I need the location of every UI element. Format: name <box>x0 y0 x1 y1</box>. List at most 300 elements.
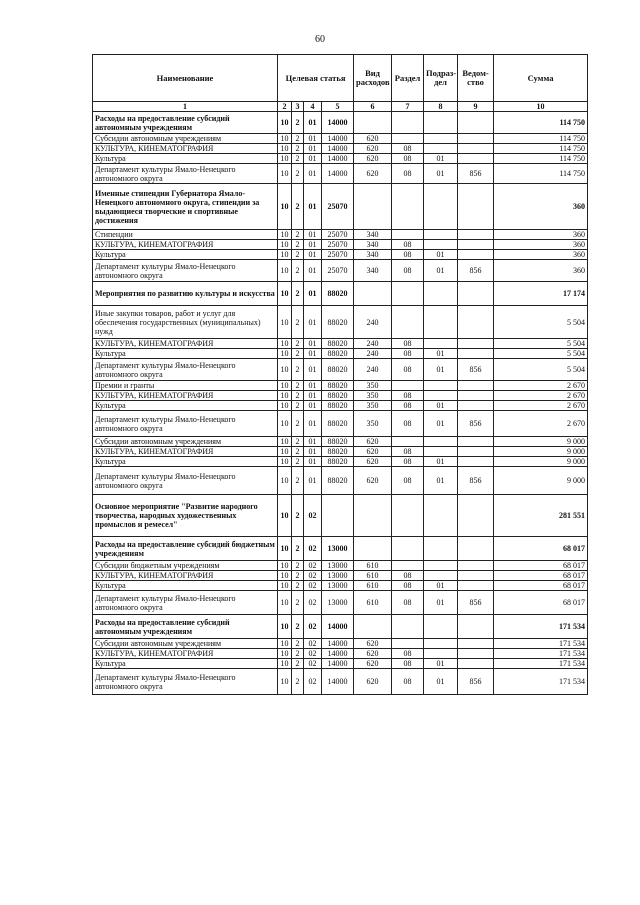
vid-cell: 340 <box>354 260 392 282</box>
row-name: Культура <box>93 457 278 467</box>
target-b: 2 <box>292 230 304 240</box>
target-b: 2 <box>292 639 304 649</box>
page-number: 60 <box>315 34 325 45</box>
podrazdel-cell <box>424 112 458 134</box>
target-b: 2 <box>292 154 304 164</box>
podrazdel-cell <box>424 447 458 457</box>
razdel-cell <box>392 495 424 537</box>
sum-cell: 281 551 <box>494 495 588 537</box>
sum-cell: 114 750 <box>494 144 588 154</box>
row-name: Департамент культуры Ямало-Ненецкого автономного округа <box>93 411 278 437</box>
target-d: 88020 <box>322 467 354 495</box>
target-d: 14000 <box>322 669 354 695</box>
podrazdel-cell: 01 <box>424 411 458 437</box>
target-a: 10 <box>278 391 292 401</box>
sum-cell: 114 750 <box>494 154 588 164</box>
target-d: 88020 <box>322 339 354 349</box>
table-row <box>93 184 588 230</box>
sum-cell: 171 534 <box>494 615 588 639</box>
row-name: Субсидии автономным учреждениям <box>93 437 278 447</box>
vid-cell: 620 <box>354 669 392 695</box>
podrazdel-cell: 01 <box>424 349 458 359</box>
target-a: 10 <box>278 649 292 659</box>
table-row <box>93 639 588 649</box>
vid-cell: 620 <box>354 134 392 144</box>
vedomstvo-cell <box>458 349 494 359</box>
target-a: 10 <box>278 495 292 537</box>
target-d: 14000 <box>322 164 354 184</box>
razdel-cell: 08 <box>392 164 424 184</box>
header-vid: Вид расходов <box>354 55 392 102</box>
target-b: 2 <box>292 184 304 230</box>
target-d: 88020 <box>322 411 354 437</box>
col-num: 5 <box>322 102 354 112</box>
target-b: 2 <box>292 659 304 669</box>
sum-cell: 171 534 <box>494 669 588 695</box>
vid-cell: 340 <box>354 230 392 240</box>
razdel-cell: 08 <box>392 649 424 659</box>
sum-cell: 5 504 <box>494 339 588 349</box>
target-b: 2 <box>292 391 304 401</box>
target-c: 01 <box>304 339 322 349</box>
target-c: 01 <box>304 411 322 437</box>
row-name: Культура <box>93 154 278 164</box>
target-a: 10 <box>278 457 292 467</box>
razdel-cell: 08 <box>392 401 424 411</box>
target-b: 2 <box>292 495 304 537</box>
vedomstvo-cell <box>458 134 494 144</box>
target-d: 14000 <box>322 659 354 669</box>
razdel-cell <box>392 306 424 339</box>
col-num: 4 <box>304 102 322 112</box>
target-c: 01 <box>304 359 322 381</box>
target-a: 10 <box>278 561 292 571</box>
vedomstvo-cell <box>458 154 494 164</box>
razdel-cell: 08 <box>392 591 424 615</box>
target-a: 10 <box>278 134 292 144</box>
target-d: 25070 <box>322 240 354 250</box>
target-a: 10 <box>278 230 292 240</box>
vedomstvo-cell <box>458 615 494 639</box>
table-row <box>93 537 588 561</box>
row-name: Именные стипендии Губернатора Ямало-Ненецкого автономного округа, стипендии за выдающиеся творческие и спортивные достижения <box>93 184 278 230</box>
target-b: 2 <box>292 457 304 467</box>
vid-cell: 350 <box>354 391 392 401</box>
vedomstvo-cell <box>458 639 494 649</box>
row-name: Культура <box>93 250 278 260</box>
razdel-cell: 08 <box>392 144 424 154</box>
sum-cell: 2 670 <box>494 381 588 391</box>
table-row <box>93 401 588 411</box>
row-name: КУЛЬТУРА, КИНЕМАТОГРАФИЯ <box>93 144 278 154</box>
vedomstvo-cell <box>458 112 494 134</box>
sum-cell: 9 000 <box>494 437 588 447</box>
target-b: 2 <box>292 250 304 260</box>
sum-cell: 360 <box>494 230 588 240</box>
vid-cell: 350 <box>354 411 392 437</box>
target-a: 10 <box>278 467 292 495</box>
target-a: 10 <box>278 154 292 164</box>
target-b: 2 <box>292 381 304 391</box>
target-c: 01 <box>304 447 322 457</box>
target-c: 01 <box>304 184 322 230</box>
table-row <box>93 349 588 359</box>
row-name: КУЛЬТУРА, КИНЕМАТОГРАФИЯ <box>93 240 278 250</box>
table-row <box>93 112 588 134</box>
vid-cell <box>354 112 392 134</box>
vedomstvo-cell: 856 <box>458 591 494 615</box>
budget-table <box>92 54 588 695</box>
target-b: 2 <box>292 306 304 339</box>
target-b: 2 <box>292 571 304 581</box>
target-c: 02 <box>304 649 322 659</box>
sum-cell: 2 670 <box>494 391 588 401</box>
table-row <box>93 571 588 581</box>
target-a: 10 <box>278 164 292 184</box>
table-row <box>93 669 588 695</box>
target-b: 2 <box>292 359 304 381</box>
target-d: 88020 <box>322 381 354 391</box>
col-num: 6 <box>354 102 392 112</box>
vedomstvo-cell <box>458 437 494 447</box>
sum-cell: 9 000 <box>494 467 588 495</box>
vid-cell <box>354 282 392 306</box>
target-d: 88020 <box>322 349 354 359</box>
target-c: 01 <box>304 457 322 467</box>
target-c: 01 <box>304 164 322 184</box>
razdel-cell <box>392 537 424 561</box>
header-vedomstvo: Ведом-ство <box>458 55 494 102</box>
sum-cell: 5 504 <box>494 306 588 339</box>
sum-cell: 2 670 <box>494 401 588 411</box>
razdel-cell: 08 <box>392 669 424 695</box>
razdel-cell: 08 <box>392 260 424 282</box>
podrazdel-cell: 01 <box>424 581 458 591</box>
vid-cell: 620 <box>354 437 392 447</box>
vedomstvo-cell: 856 <box>458 411 494 437</box>
target-a: 10 <box>278 339 292 349</box>
target-d: 13000 <box>322 571 354 581</box>
table-row <box>93 306 588 339</box>
header-row <box>93 55 588 102</box>
target-c: 01 <box>304 250 322 260</box>
target-d: 25070 <box>322 260 354 282</box>
target-d: 88020 <box>322 391 354 401</box>
razdel-cell: 08 <box>392 581 424 591</box>
table-row <box>93 615 588 639</box>
vid-cell: 620 <box>354 164 392 184</box>
row-name: Субсидии автономным учреждениям <box>93 134 278 144</box>
col-num: 10 <box>494 102 588 112</box>
sum-cell: 17 174 <box>494 282 588 306</box>
podrazdel-cell <box>424 561 458 571</box>
vedomstvo-cell <box>458 495 494 537</box>
podrazdel-cell <box>424 184 458 230</box>
vid-cell: 610 <box>354 581 392 591</box>
table-row <box>93 447 588 457</box>
target-c: 02 <box>304 495 322 537</box>
podrazdel-cell: 01 <box>424 359 458 381</box>
razdel-cell <box>392 134 424 144</box>
target-c: 02 <box>304 639 322 649</box>
table-row <box>93 457 588 467</box>
target-c: 01 <box>304 349 322 359</box>
podrazdel-cell: 01 <box>424 260 458 282</box>
target-a: 10 <box>278 411 292 437</box>
vid-cell <box>354 615 392 639</box>
target-d <box>322 495 354 537</box>
table-row <box>93 381 588 391</box>
row-name: КУЛЬТУРА, КИНЕМАТОГРАФИЯ <box>93 447 278 457</box>
target-c: 01 <box>304 381 322 391</box>
target-b: 2 <box>292 615 304 639</box>
razdel-cell <box>392 639 424 649</box>
sum-cell: 171 534 <box>494 659 588 669</box>
target-d: 88020 <box>322 359 354 381</box>
sum-cell: 360 <box>494 250 588 260</box>
vid-cell: 620 <box>354 447 392 457</box>
vedomstvo-cell <box>458 659 494 669</box>
razdel-cell: 08 <box>392 339 424 349</box>
target-a: 10 <box>278 591 292 615</box>
vid-cell <box>354 495 392 537</box>
razdel-cell <box>392 561 424 571</box>
target-c: 02 <box>304 591 322 615</box>
target-d: 13000 <box>322 581 354 591</box>
sum-cell: 68 017 <box>494 571 588 581</box>
podrazdel-cell: 01 <box>424 164 458 184</box>
vid-cell: 240 <box>354 349 392 359</box>
vid-cell: 620 <box>354 144 392 154</box>
podrazdel-cell <box>424 495 458 537</box>
header-target: Целевая статья <box>278 55 354 102</box>
table-row <box>93 359 588 381</box>
vid-cell: 350 <box>354 381 392 391</box>
vedomstvo-cell <box>458 381 494 391</box>
row-name: Культура <box>93 401 278 411</box>
target-a: 10 <box>278 144 292 154</box>
sum-cell: 114 750 <box>494 112 588 134</box>
row-name: КУЛЬТУРА, КИНЕМАТОГРАФИЯ <box>93 391 278 401</box>
target-b: 2 <box>292 240 304 250</box>
vid-cell: 620 <box>354 457 392 467</box>
target-b: 2 <box>292 411 304 437</box>
row-name: Субсидии автономным учреждениям <box>93 639 278 649</box>
target-d: 13000 <box>322 561 354 571</box>
vedomstvo-cell <box>458 250 494 260</box>
target-a: 10 <box>278 615 292 639</box>
table-row <box>93 437 588 447</box>
target-c: 01 <box>304 134 322 144</box>
target-b: 2 <box>292 447 304 457</box>
razdel-cell: 08 <box>392 250 424 260</box>
vedomstvo-cell <box>458 144 494 154</box>
row-name: Субсидии бюджетным учреждениям <box>93 561 278 571</box>
sum-cell: 68 017 <box>494 561 588 571</box>
header-podrazdel: Подраз-дел <box>424 55 458 102</box>
target-d: 14000 <box>322 649 354 659</box>
target-d: 14000 <box>322 112 354 134</box>
target-c: 02 <box>304 669 322 695</box>
vedomstvo-cell <box>458 230 494 240</box>
sum-cell: 360 <box>494 184 588 230</box>
vid-cell: 610 <box>354 571 392 581</box>
target-b: 2 <box>292 339 304 349</box>
target-c: 01 <box>304 240 322 250</box>
target-b: 2 <box>292 467 304 495</box>
target-b: 2 <box>292 581 304 591</box>
target-c: 01 <box>304 282 322 306</box>
podrazdel-cell <box>424 240 458 250</box>
target-c: 01 <box>304 391 322 401</box>
vid-cell: 620 <box>354 154 392 164</box>
target-c: 02 <box>304 537 322 561</box>
razdel-cell: 08 <box>392 349 424 359</box>
header-razdel: Раздел <box>392 55 424 102</box>
target-a: 10 <box>278 349 292 359</box>
podrazdel-cell <box>424 230 458 240</box>
target-a: 10 <box>278 639 292 649</box>
vid-cell: 340 <box>354 250 392 260</box>
target-c: 01 <box>304 144 322 154</box>
table-row <box>93 144 588 154</box>
target-a: 10 <box>278 659 292 669</box>
row-name: Стипендии <box>93 230 278 240</box>
sum-cell: 68 017 <box>494 581 588 591</box>
target-a: 10 <box>278 359 292 381</box>
target-b: 2 <box>292 260 304 282</box>
target-c: 01 <box>304 112 322 134</box>
podrazdel-cell: 01 <box>424 401 458 411</box>
sum-cell: 68 017 <box>494 537 588 561</box>
header-name: Наименование <box>93 55 278 102</box>
table-row <box>93 495 588 537</box>
table-row <box>93 659 588 669</box>
podrazdel-cell <box>424 639 458 649</box>
vid-cell: 620 <box>354 639 392 649</box>
row-name: КУЛЬТУРА, КИНЕМАТОГРАФИЯ <box>93 571 278 581</box>
target-a: 10 <box>278 250 292 260</box>
target-a: 10 <box>278 260 292 282</box>
table-row <box>93 561 588 571</box>
sum-cell: 5 504 <box>494 359 588 381</box>
sum-cell: 2 670 <box>494 411 588 437</box>
razdel-cell <box>392 381 424 391</box>
vid-cell: 240 <box>354 359 392 381</box>
target-d: 88020 <box>322 437 354 447</box>
sum-cell: 9 000 <box>494 457 588 467</box>
target-b: 2 <box>292 649 304 659</box>
podrazdel-cell: 01 <box>424 154 458 164</box>
razdel-cell: 08 <box>392 447 424 457</box>
row-name: Иные закупки товаров, работ и услуг для обеспечения государственных (муниципальных) нужд <box>93 306 278 339</box>
table-row <box>93 250 588 260</box>
razdel-cell: 08 <box>392 467 424 495</box>
vid-cell: 240 <box>354 339 392 349</box>
podrazdel-cell <box>424 282 458 306</box>
table-row <box>93 282 588 306</box>
vid-cell: 620 <box>354 659 392 669</box>
target-b: 2 <box>292 561 304 571</box>
podrazdel-cell <box>424 571 458 581</box>
row-name: Расходы на предоставление субсидий бюджетным учреждениям <box>93 537 278 561</box>
vid-cell <box>354 537 392 561</box>
razdel-cell: 08 <box>392 391 424 401</box>
vid-cell: 610 <box>354 561 392 571</box>
vedomstvo-cell: 856 <box>458 359 494 381</box>
razdel-cell: 08 <box>392 154 424 164</box>
podrazdel-cell: 01 <box>424 467 458 495</box>
target-a: 10 <box>278 581 292 591</box>
target-c: 01 <box>304 467 322 495</box>
table-row <box>93 581 588 591</box>
target-c: 02 <box>304 561 322 571</box>
podrazdel-cell <box>424 615 458 639</box>
vedomstvo-cell <box>458 339 494 349</box>
target-b: 2 <box>292 112 304 134</box>
podrazdel-cell <box>424 437 458 447</box>
table-row <box>93 649 588 659</box>
vedomstvo-cell <box>458 282 494 306</box>
vid-cell: 610 <box>354 591 392 615</box>
vid-cell: 340 <box>354 240 392 250</box>
table-row <box>93 411 588 437</box>
vedomstvo-cell: 856 <box>458 260 494 282</box>
vid-cell: 620 <box>354 467 392 495</box>
vedomstvo-cell: 856 <box>458 467 494 495</box>
sum-cell: 114 750 <box>494 164 588 184</box>
target-c: 01 <box>304 401 322 411</box>
table-row <box>93 164 588 184</box>
target-b: 2 <box>292 134 304 144</box>
target-b: 2 <box>292 669 304 695</box>
target-b: 2 <box>292 164 304 184</box>
target-a: 10 <box>278 282 292 306</box>
razdel-cell <box>392 112 424 134</box>
vedomstvo-cell: 856 <box>458 164 494 184</box>
target-b: 2 <box>292 282 304 306</box>
sum-cell: 5 504 <box>494 349 588 359</box>
col-num: 2 <box>278 102 292 112</box>
target-b: 2 <box>292 437 304 447</box>
razdel-cell: 08 <box>392 359 424 381</box>
row-name: Департамент культуры Ямало-Ненецкого автономного округа <box>93 669 278 695</box>
sum-cell: 68 017 <box>494 591 588 615</box>
table-row <box>93 391 588 401</box>
target-d: 88020 <box>322 282 354 306</box>
target-d: 88020 <box>322 457 354 467</box>
table-row <box>93 339 588 349</box>
row-name: Мероприятия по развитию культуры и искусства <box>93 282 278 306</box>
razdel-cell <box>392 230 424 240</box>
podrazdel-cell <box>424 537 458 561</box>
sum-cell: 171 534 <box>494 639 588 649</box>
podrazdel-cell <box>424 134 458 144</box>
sum-cell: 171 534 <box>494 649 588 659</box>
target-a: 10 <box>278 401 292 411</box>
sum-cell: 360 <box>494 240 588 250</box>
target-a: 10 <box>278 447 292 457</box>
razdel-cell: 08 <box>392 240 424 250</box>
target-d: 14000 <box>322 639 354 649</box>
target-d: 14000 <box>322 134 354 144</box>
table-body <box>93 112 588 695</box>
row-name: Расходы на предоставление субсидий автономным учреждениям <box>93 615 278 639</box>
row-name: Департамент культуры Ямало-Ненецкого автономного округа <box>93 164 278 184</box>
vedomstvo-cell <box>458 457 494 467</box>
target-b: 2 <box>292 401 304 411</box>
target-b: 2 <box>292 349 304 359</box>
